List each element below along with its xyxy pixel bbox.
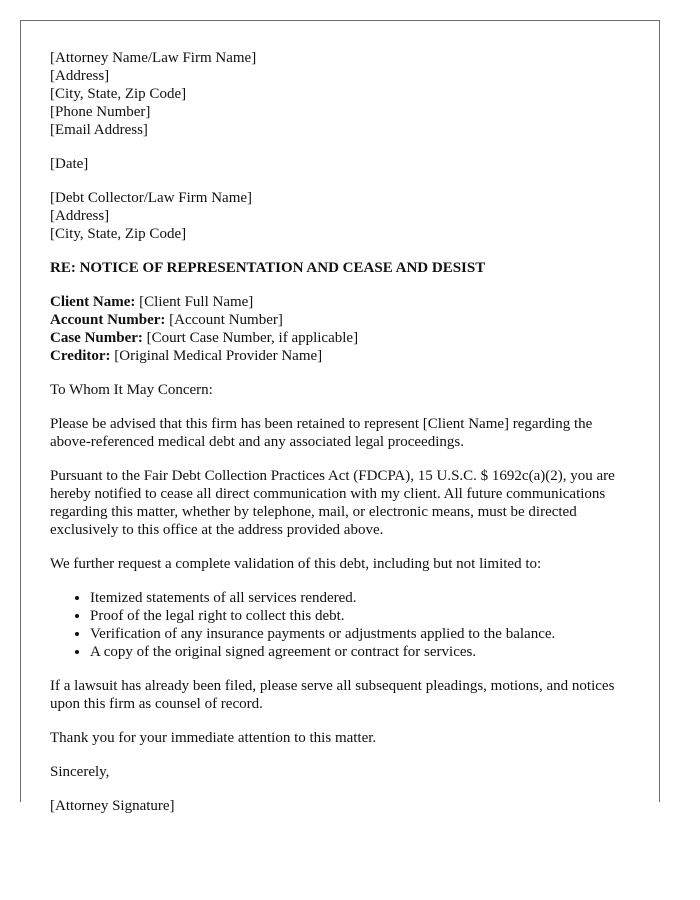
detail-label: Case Number: xyxy=(50,330,143,346)
detail-creditor xyxy=(50,347,635,365)
paragraph-thanks: Thank you for your immediate attention to this matter. xyxy=(50,730,377,746)
sender-city: [City, State, Zip Code] xyxy=(50,86,187,102)
sender-phone: [Phone Number] xyxy=(50,104,151,120)
detail-label: Client Name: xyxy=(50,294,136,310)
salutation: To Whom It May Concern: xyxy=(50,382,213,398)
subject-line: RE: NOTICE OF REPRESENTATION AND CEASE AND DESIST xyxy=(50,260,486,276)
list-item: • Verification of any insurance payments or adjustments applied to the balance. xyxy=(90,625,635,643)
recipient-block xyxy=(50,189,635,243)
detail-value: [Court Case Number, if applicable] xyxy=(142,330,359,346)
detail-label: Account Number: xyxy=(50,312,166,328)
detail-label: Creditor: xyxy=(50,348,111,364)
recipient-city: [City, State, Zip Code] xyxy=(50,226,187,242)
recipient-address: [Address] xyxy=(50,208,110,224)
letter-page xyxy=(20,20,660,814)
letter-date: [Date] xyxy=(50,156,89,172)
signature-line: [Attorney Signature] xyxy=(50,798,175,814)
sender-address: [Address] xyxy=(50,68,110,84)
detail-value: [Original Medical Provider Name] xyxy=(110,348,323,364)
letter-content xyxy=(50,49,635,831)
paragraph-lawsuit: If a lawsuit has already been filed, please serve all subsequent pleadings, motions, and notices upon this firm as counsel of record. xyxy=(50,678,615,712)
list-item: • Proof of the legal right to collect this debt. xyxy=(90,607,635,625)
list-item: • A copy of the original signed agreement or contract for services. xyxy=(90,643,635,661)
detail-value: [Client Full Name] xyxy=(135,294,254,310)
paragraph-representation: Please be advised that this firm has been retained to represent [Client Name] regarding the above-referenced medical debt and any associated legal proceedings. xyxy=(50,416,593,450)
sender-block xyxy=(50,49,635,139)
sender-email: [Email Address] xyxy=(50,122,148,138)
date-block xyxy=(50,155,635,173)
detail-client xyxy=(50,293,635,311)
detail-value: [Account Number] xyxy=(165,312,283,328)
recipient-name: [Debt Collector/Law Firm Name] xyxy=(50,190,253,206)
list-item: • Itemized statements of all services rendered. xyxy=(90,589,635,607)
paragraph-cease-communication: Pursuant to the Fair Debt Collection Practices Act (FDCPA), 15 U.S.C. $ 1692c(a)(2), you are hereby notified to cease all direct communication with my client. All future communications regarding this matter, whether by telephone, mail, or electronic means, must be directed exclusively to this office at the address provided above. xyxy=(50,468,615,538)
paragraph-validation-request: We further request a complete validation of this debt, including but not limited to: xyxy=(50,556,542,572)
validation-list xyxy=(50,589,635,661)
sender-name: [Attorney Name/Law Firm Name] xyxy=(50,50,257,66)
detail-account xyxy=(50,311,635,329)
details-block xyxy=(50,293,635,365)
closing: Sincerely, xyxy=(50,764,110,780)
detail-case xyxy=(50,329,635,347)
